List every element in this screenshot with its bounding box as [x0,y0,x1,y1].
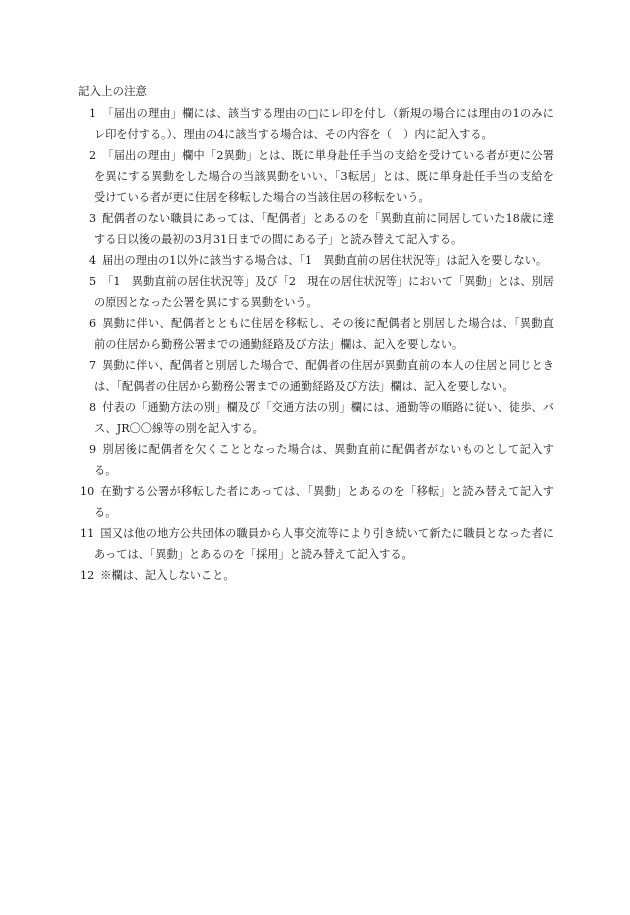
note-item-7 [80,355,554,397]
note-item-8 [80,397,554,439]
note-number: 11 [80,527,95,540]
note-item-9 [80,439,554,481]
note-text: 配偶者のない職員にあっては、「配偶者」とあるのを「異動直前に同居していた18歳に達する日以後の最初の3月31日までの間にある子」と読み替えて記入する。 [94,212,554,246]
note-item-1 [80,103,554,145]
note-number: 7 [89,359,97,372]
note-text: 異動に伴い、配偶者とともに住居を移転し、その後に配偶者と別居した場合は、「異動直前の住居から勤務公署までの通勤経路及び方法」欄は、記入を要しない。 [94,317,554,351]
note-item-5 [80,271,554,313]
note-item-10 [80,481,554,523]
note-text: 在勤する公署が移転した者にあっては、「異動」とあるのを「移転」と読み替えて記入する。 [94,485,554,519]
note-text: 異動に伴い、配偶者と別居した場合で、配偶者の住居が異動直前の本人の住居と同じときは、「配偶者の住居から勤務公署までの通勤経路及び方法」欄は、記入を要しない。 [94,359,554,393]
note-text: 「届出の理由」欄中「2異動」とは、既に単身赴任手当の支給を受けている者が更に公署を異にする異動をした場合の当該異動をいい、「3転居」とは、既に単身赴任手当の支給を受けている者が更に住居を移転した場合の当該住居の移転をいう。 [94,149,554,204]
note-item-6 [80,313,554,355]
notes-list [80,103,554,586]
note-text: 届出の理由の1以外に該当する場合は、「1 異動直前の居住状況等」は記入を要しない。 [102,254,548,267]
page-title: 記入上の注意 [78,84,147,98]
note-item-4 [80,250,554,271]
note-text: 付表の「通勤方法の別」欄及び「交通方法の別」欄には、通勤等の順路に従い、徒歩、バス、JR〇〇線等の別を記入する。 [94,401,554,435]
note-number: 6 [89,317,97,330]
note-number: 5 [89,275,97,288]
note-item-12 [80,565,554,586]
note-number: 1 [89,107,97,120]
note-text: 「1 異動直前の居住状況等」及び「2 現在の居住状況等」において「異動」とは、別居の原因となった公署を異にする異動をいう。 [94,275,554,309]
note-item-3 [80,208,554,250]
note-number: 3 [89,212,97,225]
note-number: 4 [89,254,97,267]
note-text: 別居後に配偶者を欠くこととなった場合は、異動直前に配偶者がないものとして記入する。 [94,443,554,477]
note-number: 2 [89,149,97,162]
note-number: 10 [80,485,95,498]
note-number: 8 [89,401,97,414]
note-item-2 [80,145,554,208]
note-number: 9 [89,443,97,456]
note-text: 国又は他の地方公共団体の職員から人事交流等により引き続いて新たに職員となった者にあっては、「異動」とあるのを「採用」と読み替えて記入する。 [94,527,554,561]
note-text: 「届出の理由」欄には、該当する理由の□にレ印を付し（新規の場合には理由の1のみにレ印を付する。）、理由の4に該当する場合は、その内容を（ ）内に記入する。 [94,107,554,141]
note-text: ※欄は、記入しないこと。 [100,569,235,582]
note-number: 12 [80,569,95,582]
note-item-11 [80,523,554,565]
